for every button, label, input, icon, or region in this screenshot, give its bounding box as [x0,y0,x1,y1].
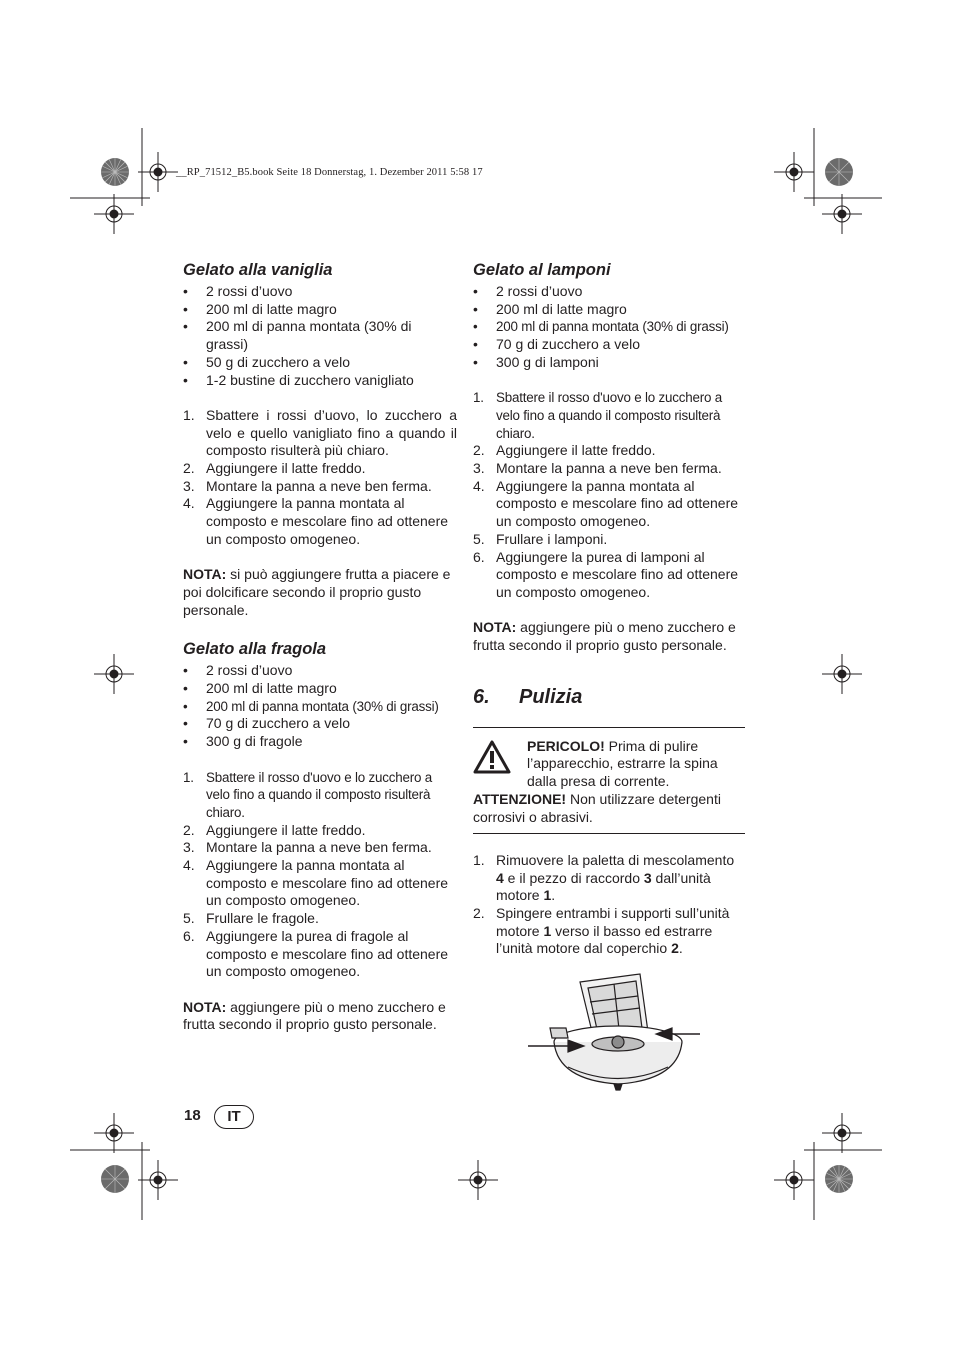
list-item: • 70 g di zucchero a velo [183,715,350,732]
step-list-raspberry [473,389,745,601]
registration-mark-icon [94,654,134,694]
registration-mark-icon [138,152,178,192]
list-item: • 2 rossi d’uovo [183,662,293,679]
registration-mark-icon [822,194,862,234]
list-item: 2. Spingere entrambi i supporti sull’unità motore 1 verso il basso ed estrarre l’unità motore dal coperchio 2. [473,905,730,957]
ingredient-list-vanilla [183,283,457,389]
registration-mark-icon [822,1113,862,1153]
registration-mark-icon [458,1160,498,1200]
list-item: • 70 g di zucchero a velo [473,336,640,353]
right-column [473,260,745,1102]
color-target-icon [824,1164,854,1194]
ingredient-list-raspberry [473,283,745,372]
list-item: 1. Sbattere i rossi d’uovo, lo zucchero a velo e quello vanigliato fino a quando il composto risulterà più chiaro. [183,406,457,459]
list-item: • 200 ml di latte magro [473,300,627,317]
list-item: 2. Aggiungere il latte freddo. [183,460,366,477]
list-item: 4. Aggiungere la panna montata al composto e mescolare fino ad ottenere un composto omogeneo. [183,857,449,909]
list-item: 6. Aggiungere la purea di lamponi al composto e mescolare fino ad ottenere un composto omogeneo. [473,548,739,600]
registration-mark-icon [94,194,134,234]
list-item: • 2 rossi d’uovo [473,283,583,299]
list-item: • 200 ml di panna montata (30% di grassi) [183,698,439,714]
recipe-title-vanilla: Gelato alla vaniglia [183,261,333,279]
list-item: 4. Aggiungere la panna montata al composto e mescolare fino ad ottenere un composto omogeneo. [183,495,449,547]
list-item: 2. Aggiungere il latte freddo. [473,442,656,459]
registration-mark-icon [774,152,814,192]
step-list-vanilla [183,407,457,549]
color-target-icon [824,157,854,187]
list-item: • 200 ml di latte magro [183,300,337,317]
list-item: • 300 g di lamponi [473,353,599,370]
list-item: • 300 g di fragole [183,733,303,750]
attention-text: ATTENZIONE! Non utilizzare detergenti corrosivi o abrasivi. [473,790,721,825]
recipe-title-strawberry: Gelato alla fragola [183,640,327,659]
page-number: 18 [184,1107,201,1124]
list-item: • 1-2 bustine di zucchero vanigliato [183,371,414,388]
list-item: 1. Sbattere il rosso d'uovo e lo zucchero a velo fino a quando il composto risulterà chiaro. [473,390,723,441]
danger-notice [473,727,745,835]
list-item: • 200 ml di panna montata (30% di grassi) [473,319,729,335]
recipe-title-raspberry: Gelato al lamponi [473,261,611,279]
list-item: 3. Montare la panna a neve ben ferma. [183,477,432,494]
file-header: __RP_71512_B5.book Seite 18 Donnerstag, 1. Dezember 2011 5:58 17 [176,167,483,178]
ingredient-list-strawberry [183,662,457,751]
note-raspberry: NOTA: aggiungere più o meno zucchero e frutta secondo il proprio gusto personale. [473,619,736,654]
note-vanilla: NOTA: si può aggiungere frutta a piacere e poi dolcificare secondo il proprio gusto personale. [183,566,451,618]
list-item: 1. Rimuovere la paletta di mescolamento 4 e il pezzo di raccordo 3 dall’unità motore 1. [473,851,735,904]
list-item: 4. Aggiungere la panna montata al composto e mescolare fino ad ottenere un composto omogeneo. [473,477,739,530]
list-item: 5. Frullare le fragole. [183,910,319,927]
list-item: 2. Aggiungere il latte freddo. [183,821,366,838]
list-item: 3. Montare la panna a neve ben ferma. [183,839,432,856]
danger-text: PERICOLO! Prima di pulire l’apparecchio, estrarre la spina dalla presa di corrente. [527,737,718,790]
language-badge: IT [214,1105,254,1129]
list-item: 3. Montare la panna a neve ben ferma. [473,460,722,477]
registration-mark-icon [774,1160,814,1200]
note-strawberry: NOTA: aggiungere più o meno zucchero e frutta secondo il proprio gusto personale. [183,998,446,1033]
list-item: 1. Sbattere il rosso d'uovo e lo zucchero a velo fino a quando il composto risulterà chiaro. [183,769,433,820]
list-item: • 200 ml di panna montata (30% di grassi) [183,318,412,353]
list-item: 5. Frullare i lamponi. [473,530,608,547]
registration-mark-icon [822,654,862,694]
list-item: • 200 ml di latte magro [183,680,337,697]
color-target-icon [100,1164,130,1194]
section-title-cleaning: 6. Pulizia [473,685,583,708]
registration-mark-icon [138,1160,178,1200]
motor-unit-illustration [528,972,708,1097]
color-target-icon [100,157,130,187]
list-item: 6. Aggiungere la purea di fragole al composto e mescolare fino ad ottenere un composto omogeneo. [183,927,449,980]
left-column [183,260,457,1034]
list-item: • 50 g di zucchero a velo [183,353,350,370]
warning-triangle-icon [473,740,515,791]
step-list-strawberry [183,769,457,981]
list-item: • 2 rossi d’uovo [183,283,293,299]
step-list-cleaning [473,852,745,958]
registration-mark-icon [94,1113,134,1153]
